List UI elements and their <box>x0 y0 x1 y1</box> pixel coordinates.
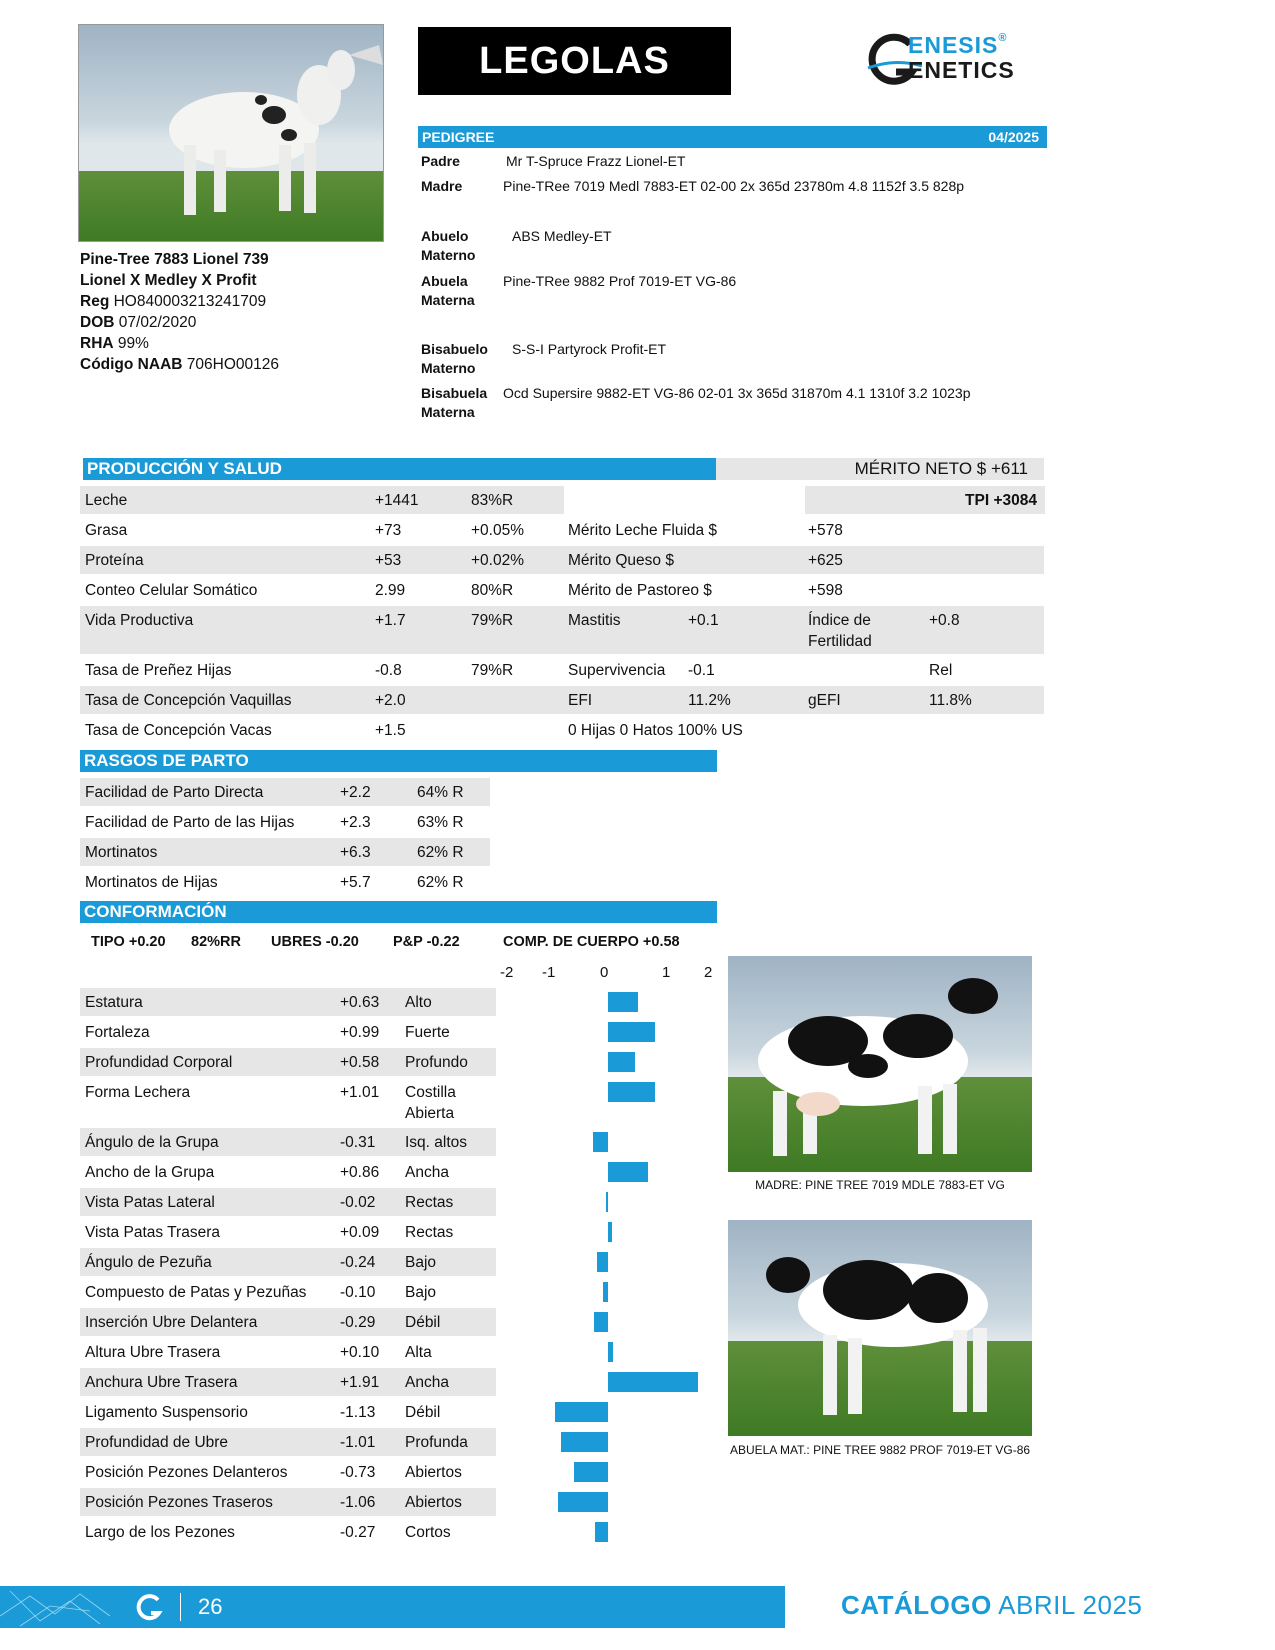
conformation-desc: Alto <box>405 994 432 1011</box>
axis-tick-label: 1 <box>662 964 671 981</box>
conformation-value: -0.29 <box>340 1314 376 1331</box>
prod-row-prenez <box>80 656 1044 684</box>
conformation-value: +1.01 <box>340 1084 380 1101</box>
conformation-bar <box>608 1052 635 1072</box>
conf-tipo: TIPO +0.20 <box>91 934 166 950</box>
prod-value3: Rel <box>929 662 953 679</box>
catalog-title <box>841 1590 1142 1621</box>
conformation-bar <box>608 992 638 1012</box>
ped-label-abuela-1: Abuela <box>421 273 468 289</box>
conformation-desc: Profunda <box>405 1434 468 1451</box>
prod-row-concepcion-vaquillas <box>80 686 1044 714</box>
axis-tick-label: 0 <box>600 964 609 981</box>
conformation-label: Posición Pezones Traseros <box>85 1494 273 1511</box>
animal-name: Pine-Tree 7883 Lionel 739 <box>80 251 269 268</box>
conformation-bar <box>608 1342 613 1362</box>
conformation-desc: Bajo <box>405 1284 437 1301</box>
conformation-value: +1.91 <box>340 1374 380 1391</box>
ped-label-abuelo-1: Abuelo <box>421 228 469 244</box>
prod-label: Grasa <box>85 522 128 539</box>
prod-rel: 79%R <box>471 662 514 679</box>
conformation-value: +0.86 <box>340 1164 380 1181</box>
catalog-title-rest: ABRIL 2025 <box>991 1590 1143 1620</box>
prod-rel: 80%R <box>471 582 514 599</box>
conf-comp: COMP. DE CUERPO +0.58 <box>503 934 680 950</box>
conformation-row <box>80 1078 496 1126</box>
prod-label2: 0 Hijas 0 Hatos 100% US <box>568 722 743 739</box>
ped-label-bisabuelo-2: Materno <box>421 360 476 376</box>
dob-label: DOB <box>80 314 115 331</box>
prod-row-ccs <box>80 576 1044 604</box>
conformation-bar <box>558 1492 608 1512</box>
calving-label: Facilidad de Parto Directa <box>85 784 264 801</box>
ped-label-bisabuelo-1: Bisabuelo <box>421 341 488 357</box>
prod-label: Tasa de Concepción Vacas <box>85 722 272 739</box>
prod-row-leche <box>80 486 564 514</box>
conformation-bar <box>595 1522 608 1542</box>
conformation-row <box>80 1218 496 1246</box>
conformation-bar <box>597 1252 608 1272</box>
conformation-value: -0.10 <box>340 1284 376 1301</box>
conformation-desc: Alta <box>405 1344 432 1361</box>
prod-label2: Mérito Leche Fluida $ <box>568 522 718 539</box>
prod-row-grasa <box>80 516 1044 544</box>
prod-rel: +0.05% <box>471 522 525 539</box>
conformation-desc: Profundo <box>405 1054 468 1071</box>
axis-tick-label: 2 <box>704 964 713 981</box>
calving-label: Facilidad de Parto de las Hijas <box>85 814 295 831</box>
prod-value: +1.7 <box>375 612 406 629</box>
prod-value2: +578 <box>808 522 843 539</box>
conformation-bar <box>608 1372 698 1392</box>
footer-logo-icon <box>135 1593 165 1623</box>
prod-label2: Mastitis <box>568 612 621 629</box>
conformation-row <box>80 1518 496 1546</box>
calving-value: +5.7 <box>340 874 371 891</box>
calving-value: +2.2 <box>340 784 371 801</box>
rha-label: RHA <box>80 335 114 352</box>
conformation-label: Ángulo de Pezuña <box>85 1254 212 1271</box>
prod-label2: EFI <box>568 692 593 709</box>
conformation-value: -0.31 <box>340 1134 376 1151</box>
conformation-row <box>80 1428 496 1456</box>
conformation-desc: Isq. altos <box>405 1134 468 1151</box>
conformation-label: Posición Pezones Delanteros <box>85 1464 288 1481</box>
conformation-row <box>80 1368 496 1396</box>
prod-value: +73 <box>375 522 402 539</box>
conformation-desc: Costilla <box>405 1084 456 1101</box>
ped-label-abuela-2: Materna <box>421 292 475 308</box>
calving-row <box>80 868 490 896</box>
rha-value: 99% <box>117 335 149 352</box>
conformation-bar <box>593 1132 608 1152</box>
prod-label2: Mérito de Pastoreo $ <box>568 582 712 599</box>
conformation-row <box>80 1128 496 1156</box>
prod-value: 2.99 <box>375 582 406 599</box>
conf-ubres: UBRES -0.20 <box>271 934 359 950</box>
prod-label: Leche <box>85 492 128 509</box>
prod-rel: 79%R <box>471 612 514 629</box>
conformation-bar <box>555 1402 608 1422</box>
prod-value3: +0.8 <box>929 612 960 629</box>
calving-value: +2.3 <box>340 814 371 831</box>
conformation-value: -0.73 <box>340 1464 376 1481</box>
ped-value-bisabuela: Ocd Supersire 9882-ET VG-86 02-01 3x 365d 31870m 4.1 1310f 3.2 1023p <box>503 385 971 401</box>
merito-neto-box <box>716 458 1044 480</box>
conformation-desc: Cortos <box>405 1524 451 1541</box>
calving-rel: 64% R <box>417 784 464 801</box>
logo-line2: ENETICS <box>908 57 1015 83</box>
tpi-box <box>805 486 1045 514</box>
conf-pp: P&P -0.22 <box>393 934 460 950</box>
calving-rel: 62% R <box>417 874 464 891</box>
prod-label: Tasa de Preñez Hijas <box>85 662 232 679</box>
conformation-label: Forma Lechera <box>85 1084 191 1101</box>
conformation-label: Ligamento Suspensorio <box>85 1404 248 1421</box>
ped-label-madre: Madre <box>421 178 463 194</box>
prod-label: Vida Productiva <box>85 612 194 629</box>
prod-value2: 11.2% <box>688 692 731 709</box>
conformation-desc: Débil <box>405 1404 441 1421</box>
ped-label-abuelo-2: Materno <box>421 247 476 263</box>
conformation-value: +0.58 <box>340 1054 380 1071</box>
dob-value: 07/02/2020 <box>118 314 197 331</box>
conformation-label: Profundidad de Ubre <box>85 1434 229 1451</box>
ped-value-abuela: Pine-TRee 9882 Prof 7019-ET VG-86 <box>503 273 737 289</box>
conformation-bar <box>606 1192 608 1212</box>
pedigree-header <box>418 126 1047 148</box>
conformation-desc: Débil <box>405 1314 441 1331</box>
prod-rel: +0.02% <box>471 552 525 569</box>
conformation-value: -1.01 <box>340 1434 376 1451</box>
prod-rel: 83%R <box>471 492 514 509</box>
prod-label2: Mérito Queso $ <box>568 552 674 569</box>
conformation-bar <box>608 1222 612 1242</box>
axis-tick-label: -2 <box>500 964 514 981</box>
conformation-desc: Rectas <box>405 1224 454 1241</box>
calving-row <box>80 778 490 806</box>
conformation-desc: Bajo <box>405 1254 437 1271</box>
conformation-value: +0.99 <box>340 1024 380 1041</box>
conformation-value: -0.24 <box>340 1254 376 1271</box>
conformation-label: Fortaleza <box>85 1024 150 1041</box>
conformation-label: Profundidad Corporal <box>85 1054 233 1071</box>
prod-label3: gEFI <box>808 692 841 709</box>
conformation-row <box>80 1458 496 1486</box>
calving-header: RASGOS DE PARTO <box>80 750 717 772</box>
conformation-desc: Ancha <box>405 1374 449 1391</box>
conformation-row <box>80 1188 496 1216</box>
conformation-row <box>80 1488 496 1516</box>
conformation-row <box>80 1308 496 1336</box>
conformation-value: -1.13 <box>340 1404 376 1421</box>
conformation-label: Compuesto de Patas y Pezuñas <box>85 1284 307 1301</box>
madre-caption: MADRE: PINE TREE 7019 MDLE 7883-ET VG <box>755 1178 1005 1192</box>
conformation-value: +0.09 <box>340 1224 380 1241</box>
conformation-desc: Fuerte <box>405 1024 450 1041</box>
prod-value: +1.5 <box>375 722 406 739</box>
conformation-desc: Abiertos <box>405 1494 462 1511</box>
page-number: 26 <box>198 1594 223 1619</box>
calving-rel: 63% R <box>417 814 464 831</box>
prod-value: +2.0 <box>375 692 406 709</box>
calving-rel: 62% R <box>417 844 464 861</box>
logo-line1: ENESIS <box>908 32 999 58</box>
prod-value: +1441 <box>375 492 419 509</box>
conformation-header: CONFORMACIÓN <box>80 901 717 923</box>
conformation-bar <box>608 1082 655 1102</box>
conformation-value: +0.63 <box>340 994 380 1011</box>
prod-value: +53 <box>375 552 402 569</box>
conformation-desc: Rectas <box>405 1194 454 1211</box>
conformation-desc: Ancha <box>405 1164 449 1181</box>
conformation-label: Largo de los Pezones <box>85 1524 235 1541</box>
network-pattern-icon <box>0 1586 120 1628</box>
tpi-text: TPI +3084 <box>965 492 1037 509</box>
abuela-caption: ABUELA MAT.: PINE TREE 9882 PROF 7019-ET VG-86 <box>729 1443 1031 1457</box>
conformation-bar <box>594 1312 608 1332</box>
calving-row <box>80 808 490 836</box>
conformation-bar <box>608 1022 655 1042</box>
conformation-label: Inserción Ubre Delantera <box>85 1314 258 1331</box>
prod-label2: Supervivencia <box>568 662 666 679</box>
merito-neto: MÉRITO NETO $ +611 <box>854 459 1028 478</box>
naab-label: Código NAAB <box>80 356 183 373</box>
logo-reg: ® <box>998 32 1008 44</box>
conformation-value: +0.10 <box>340 1344 380 1361</box>
prod-label: Conteo Celular Somático <box>85 582 258 599</box>
conformation-bar <box>603 1282 608 1302</box>
ped-value-padre: Mr T-Spruce Frazz Lionel-ET <box>506 153 686 169</box>
prod-label: Proteína <box>85 552 144 569</box>
conformation-row <box>80 1248 496 1276</box>
prod-value2: -0.1 <box>688 662 715 679</box>
conformation-row <box>80 1278 496 1306</box>
conformation-label: Altura Ubre Trasera <box>85 1344 221 1361</box>
axis-tick-label: -1 <box>542 964 556 981</box>
ped-value-abuelo: ABS Medley-ET <box>512 228 612 244</box>
animal-cross: Lionel X Medley X Profit <box>80 272 257 289</box>
conformation-label: Vista Patas Lateral <box>85 1194 215 1211</box>
prod-row-concepcion-vacas <box>80 716 1044 744</box>
abuela-photo <box>728 1220 1032 1436</box>
genesis-genetics-logo <box>866 32 1026 88</box>
ped-value-bisabuelo: S-S-I Partyrock Profit-ET <box>512 341 667 357</box>
prod-row-proteina <box>80 546 1044 574</box>
bull-photo <box>78 24 384 242</box>
conformation-bar <box>561 1432 608 1452</box>
ped-label-padre: Padre <box>421 153 460 169</box>
conformation-row <box>80 1018 496 1046</box>
conformation-desc: Abiertos <box>405 1464 462 1481</box>
prod-label3b: Fertilidad <box>808 633 872 650</box>
conformation-label: Estatura <box>85 994 143 1011</box>
pedigree-date: 04/2025 <box>988 129 1039 145</box>
prod-label3a: Índice de <box>808 612 871 629</box>
conformation-row <box>80 1398 496 1426</box>
production-header: PRODUCCIÓN Y SALUD <box>83 458 720 480</box>
conf-rel: 82%RR <box>191 934 241 950</box>
calving-value: +6.3 <box>340 844 371 861</box>
catalog-title-bold: CATÁLOGO <box>841 1590 992 1620</box>
conformation-label: Ancho de la Grupa <box>85 1164 215 1181</box>
ped-label-bisabuela-1: Bisabuela <box>421 385 488 401</box>
ped-label-bisabuela-2: Materna <box>421 404 475 420</box>
prod-row-vida <box>80 606 1044 654</box>
conformation-bar <box>608 1162 648 1182</box>
conformation-row <box>80 1048 496 1076</box>
conformation-label: Vista Patas Trasera <box>85 1224 220 1241</box>
prod-value3: 11.8% <box>929 692 972 709</box>
conformation-value: -0.27 <box>340 1524 376 1541</box>
reg-label: Reg <box>80 293 110 310</box>
naab-value: 706HO00126 <box>186 356 279 373</box>
madre-photo <box>728 956 1032 1172</box>
conformation-row <box>80 1338 496 1366</box>
prod-value: -0.8 <box>375 662 402 679</box>
conformation-value: -0.02 <box>340 1194 376 1211</box>
calving-label: Mortinatos <box>85 844 158 861</box>
bull-name-title: LEGOLAS <box>418 27 731 95</box>
conformation-label: Anchura Ubre Trasera <box>85 1374 238 1391</box>
prod-value2: +0.1 <box>688 612 719 629</box>
prod-label: Tasa de Concepción Vaquillas <box>85 692 292 709</box>
prod-value2: +625 <box>808 552 843 569</box>
calving-row <box>80 838 490 866</box>
pedigree-title: PEDIGREE <box>422 129 495 145</box>
conformation-value: -1.06 <box>340 1494 376 1511</box>
animal-info <box>80 249 279 375</box>
footer-bar <box>0 1586 785 1628</box>
prod-value2: +598 <box>808 582 843 599</box>
ped-value-madre: Pine-TRee 7019 Medl 7883-ET 02-00 2x 365d 23780m 4.8 1152f 3.5 828p <box>503 178 965 194</box>
conformation-row <box>80 1158 496 1186</box>
calving-label: Mortinatos de Hijas <box>85 874 218 891</box>
conformation-label: Ángulo de la Grupa <box>85 1134 219 1151</box>
conformation-desc2: Abierta <box>405 1105 455 1122</box>
reg-value: HO840003213241709 <box>113 293 267 310</box>
conformation-bar <box>574 1462 608 1482</box>
conformation-row <box>80 988 496 1016</box>
